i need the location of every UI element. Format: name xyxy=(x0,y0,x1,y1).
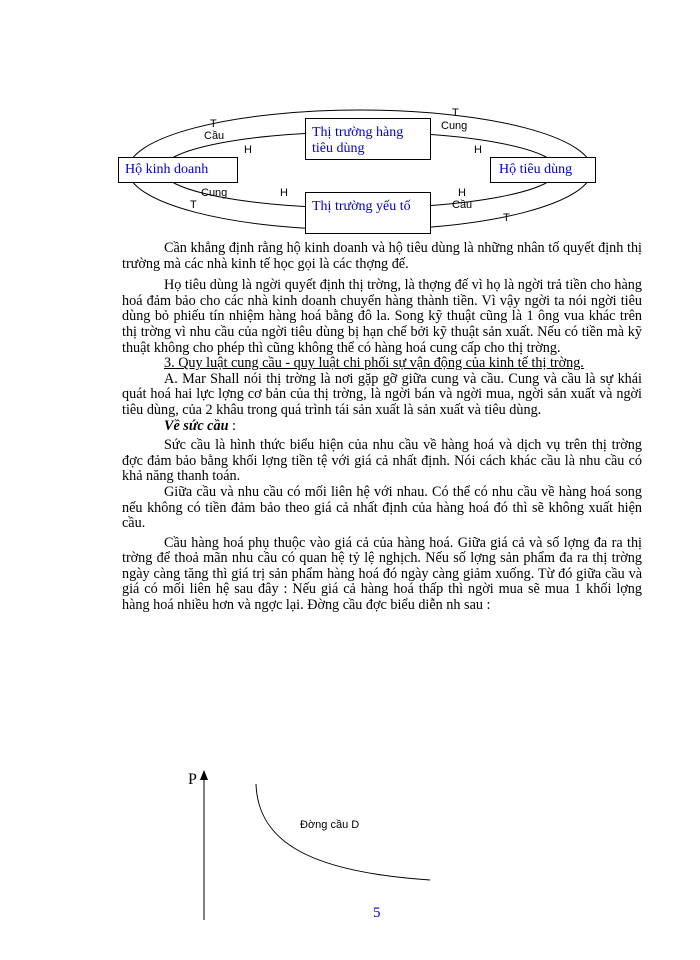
label-t-bottom-left: T xyxy=(190,199,197,211)
box-factor-market-label: Thị trường yếu tố xyxy=(312,199,411,214)
box-consumer-market-label: Thị trường hàng tiêu dùng xyxy=(312,125,404,156)
subheading: Về sức cầu xyxy=(164,417,229,434)
paragraph-4: Sức cầu là hình thức biểu hiện của nhu cầu về hàng hoá và dịch vụ trên thị trờng đợc đảm bảo bằng khối lợng tiền tệ với giá cả nhất định. Nói cách khác cầu là nhu cầu có khả năng thanh toán. xyxy=(122,437,642,485)
label-cau-bottom-right: Cầu xyxy=(452,199,473,211)
y-axis-label: P xyxy=(188,771,197,788)
label-t-bottom-right: T xyxy=(503,212,510,224)
label-h-top-left: H xyxy=(244,144,252,156)
paragraph-3: A. Mar Shall nói thị trờng là nơi gặp gỡ giữa cung và cầu. Cung và cầu là sự khái quát hoá hai lực lợng cơ bản của thị trờng, là ngời bán và ngời mua, ngời sản xuất và ngời tiêu dùng, của 2 khâu trong quá trình tái sản xuất là sản xuất và tiêu dùng. xyxy=(122,370,642,418)
subheading-line xyxy=(122,419,642,435)
box-business-label: Hộ kinh doanh xyxy=(125,162,209,177)
curve-label: Đờng cầu D xyxy=(300,819,360,831)
box-household-label: Hộ tiêu dùng xyxy=(499,162,573,177)
label-cau-top-left: Cầu xyxy=(204,130,225,142)
paragraph-2: Họ tiêu dùng là ngời quyết định thị trờng, là thợng đế vì họ là ngời trả tiền cho hàng hoá đảm bảo cho các nhà kinh doanh chuyển hàng thành tiền. Vì vậy ngời ta nói ngời tiêu dùng bỏ phiếu tín nhiệm hàng hoá bằng đô la. Song kỹ thuật cũng là 1 ông vua khác trên thị trờng vì nhu cầu của ngời tiêu dùng bị hạn chế bởi kỹ thuật sản xuất. Nếu có tiền mà kỹ thuật không cho phép thì cũng không thể có hàng hoá cung cấp cho thị trờng. xyxy=(122,277,642,356)
paragraph-1: Cần khẳng định rằng hộ kinh doanh và hộ tiêu dùng là những nhân tố quyết định thị trường mà các nhà kinh tế học gọi là các thợng đế. xyxy=(122,240,642,272)
page-number: 5 xyxy=(373,905,381,921)
demand-curve xyxy=(256,784,430,880)
label-h-bottom-left: H xyxy=(280,187,288,199)
label-h-bottom-right: H xyxy=(458,187,466,199)
body-text xyxy=(122,241,642,614)
label-cung-bottom-left: Cung xyxy=(201,187,228,199)
box-factor-market xyxy=(305,192,431,234)
paragraph-5: Giữa cầu và nhu cầu có mối liên hệ với nhau. Có thể có nhu cầu về hàng hoá song nếu không có tiền đảm bảo theo giá cả nhất định của hàng hoá đó thì sẽ không xuất hiện cầu. xyxy=(122,483,642,532)
label-cung-top-right: Cung xyxy=(441,120,468,132)
demand-curve-graph xyxy=(180,762,460,922)
label-t-top-right: T xyxy=(452,107,459,119)
subheading-suffix: : xyxy=(228,417,236,434)
box-business xyxy=(118,157,238,183)
box-consumer-market xyxy=(305,118,431,160)
section-heading: 3. Quy luật cung cầu - quy luật chi phối sự vận động của kinh tế thị trờng. xyxy=(164,355,584,372)
paragraph-6: Cầu hàng hoá phụ thuộc vào giá cả của hàng hoá. Giữa giá cả và số lợng đa ra thị trờng để thoả mãn nhu cầu có quan hệ tỷ lệ nghịch. Nếu số lợng sản phẩm đa ra thị trờng ngày càng tăng thì giá trị sản phẩm hàng hoá đó ngày càng giảm xuống. Từ đó giữa cầu và giá có mối liên hệ sau đây : Nếu giá cả hàng hoá thấp thì ngời mua sẽ mua 1 khối lợng hàng hoá nhiều hơn và ngợc lại. Đờng cầu đợc biểu diễn nh sau : xyxy=(122,534,642,614)
label-t-top-left: T xyxy=(210,118,217,130)
y-axis-arrow-icon xyxy=(200,770,208,780)
label-h-top-right: H xyxy=(474,144,482,156)
box-household xyxy=(490,157,596,183)
